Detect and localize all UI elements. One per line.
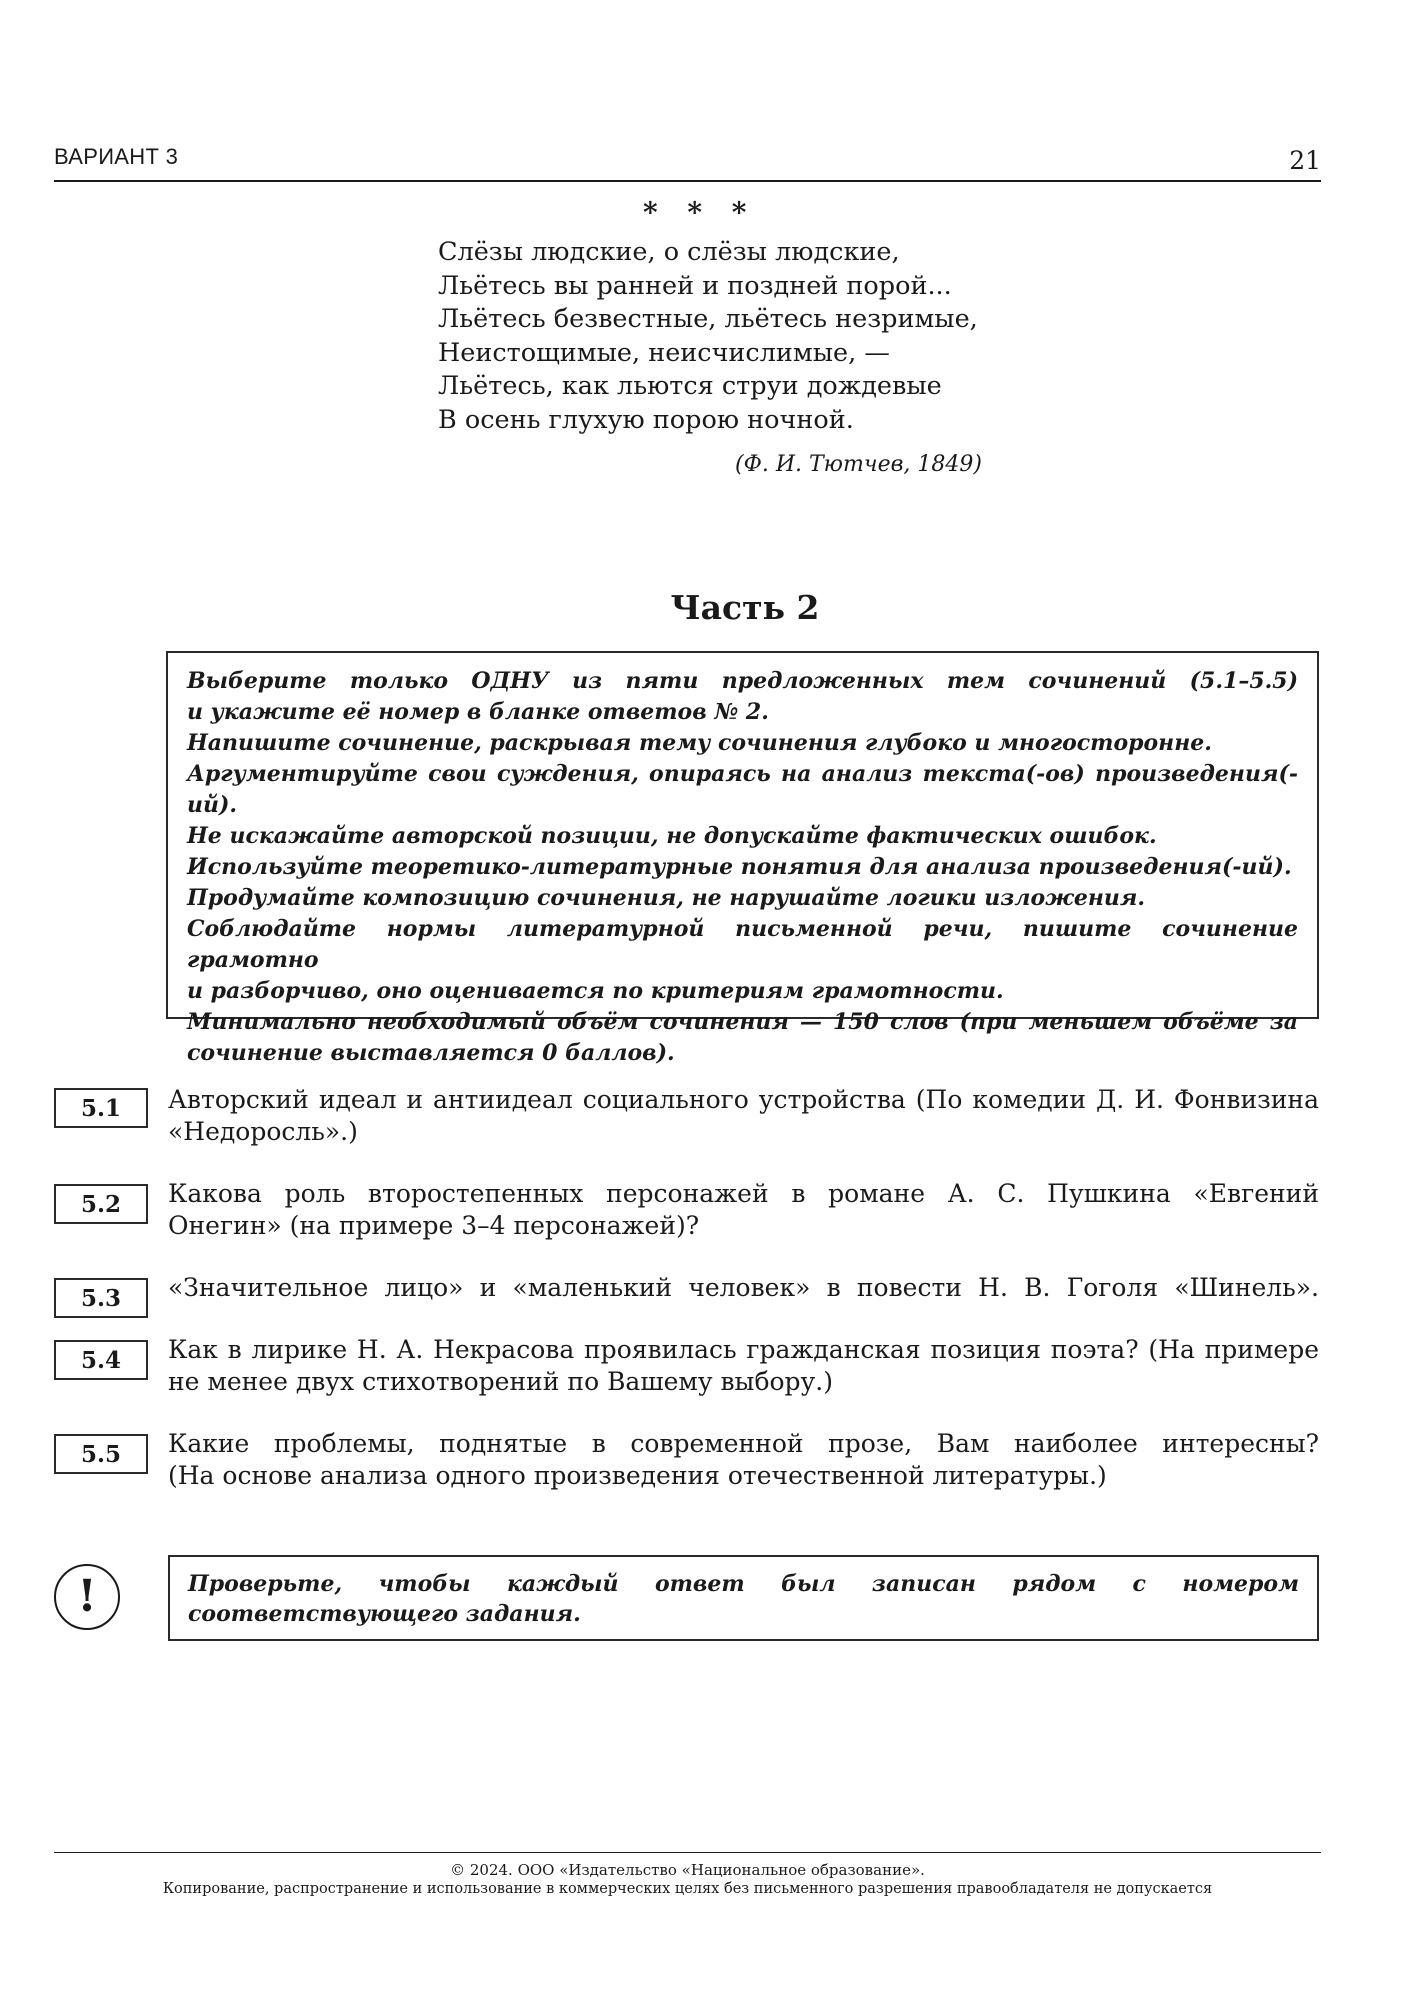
footer-notice: Копирование, распространение и использование в коммерческих целях без письменного разрешения правообладателя не допускается [162, 1881, 1213, 1897]
poem-line: В осень глухую порою ночной. [438, 404, 854, 435]
instruction-line: Напишите сочинение, раскрывая тему сочинения глубоко и многосторонне. [187, 730, 1212, 756]
topic-text [168, 1428, 1319, 1492]
header-divider [54, 180, 1321, 182]
warning-line: соответствующего задания. [188, 1601, 581, 1627]
topic-number: 5.2 [54, 1184, 148, 1224]
topic-text [168, 1272, 1319, 1304]
poem-line: Льётесь безвестные, льётесь незримые, [438, 304, 978, 334]
variant-label: ВАРИАНТ 3 [54, 144, 179, 169]
poem [438, 236, 978, 437]
topic-line: (На основе анализа одного произведения отечественной литературы.) [168, 1461, 1107, 1490]
topic-line: Онегин» (на примере 3–4 персонажей)? [168, 1211, 700, 1240]
exclamation-icon: ! [54, 1564, 120, 1630]
poem-line: Льётесь, как льются струи дождевые [438, 371, 942, 401]
poem-line: Неистощимые, неисчислимые, — [438, 337, 890, 368]
instruction-line: Аргументируйте свои суждения, опираясь на анализ текста(-ов) произведения(-ий). [187, 761, 1298, 818]
topic-text [168, 1178, 1319, 1242]
topic-number: 5.3 [54, 1278, 148, 1318]
poem-line: Слёзы людские, о слёзы людские, [438, 237, 900, 267]
instruction-line: и укажите её номер в бланке ответов № 2. [187, 699, 769, 725]
footer-divider [54, 1852, 1321, 1853]
warning-line: Проверьте, чтобы каждый ответ был записан рядом с номером [188, 1571, 1299, 1597]
poem-attribution: (Ф. И. Тютчев, 1849) [735, 452, 982, 477]
topic-line: «Недоросль».) [168, 1117, 358, 1146]
poem-asterisks: * * * [643, 196, 757, 229]
topic-number: 5.4 [54, 1340, 148, 1380]
part-title: Часть 2 [670, 588, 820, 627]
page-number: 21 [1289, 146, 1321, 175]
instruction-line: и разборчиво, оно оценивается по критериям грамотности. [187, 978, 1004, 1004]
topic-line: Какова роль второстепенных персонажей в романе А. С. Пушкина «Евгений [168, 1179, 1319, 1208]
topic-text [168, 1334, 1319, 1398]
instruction-line: Выберите только ОДНУ из пяти предложенных тем сочинений (5.1–5.5) [187, 668, 1298, 694]
topic-line: не менее двух стихотворений по Вашему выбору.) [168, 1367, 833, 1396]
topic-line: «Значительное лицо» и «маленький человек» в повести Н. В. Гоголя «Шинель». [168, 1273, 1319, 1302]
instruction-line: Минимально необходимый объём сочинения — 150 слов (при меньшем объёме за [187, 1009, 1298, 1035]
instruction-line: Продумайте композицию сочинения, не нарушайте логики изложения. [187, 885, 1146, 911]
instruction-line: Используйте теоретико-литературные понятия для анализа произведения(-ий). [187, 854, 1292, 880]
instructions-box [166, 651, 1319, 1066]
topic-text [168, 1084, 1319, 1148]
topic-number: 5.5 [54, 1434, 148, 1474]
topic-line: Авторский идеал и антиидеал социального устройства (По комедии Д. И. Фонвизина [168, 1085, 1319, 1114]
instruction-line: Не искажайте авторской позиции, не допускайте фактических ошибок. [187, 823, 1157, 849]
instruction-line: Соблюдайте нормы литературной письменной речи, пишите сочинение грамотно [187, 916, 1298, 973]
topic-line: Как в лирике Н. А. Некрасова проявилась гражданская позиция поэта? (На примере [168, 1335, 1319, 1364]
footer-copyright: © 2024. ООО «Издательство «Национальное образование». [450, 1861, 925, 1879]
instruction-line: сочинение выставляется 0 баллов). [187, 1040, 675, 1066]
topic-line: Какие проблемы, поднятые в современной прозе, Вам наиболее интересны? [168, 1429, 1319, 1458]
poem-line: Льётесь вы ранней и поздней порой... [438, 270, 952, 301]
warning-box [168, 1555, 1319, 1641]
topic-number: 5.1 [54, 1088, 148, 1128]
